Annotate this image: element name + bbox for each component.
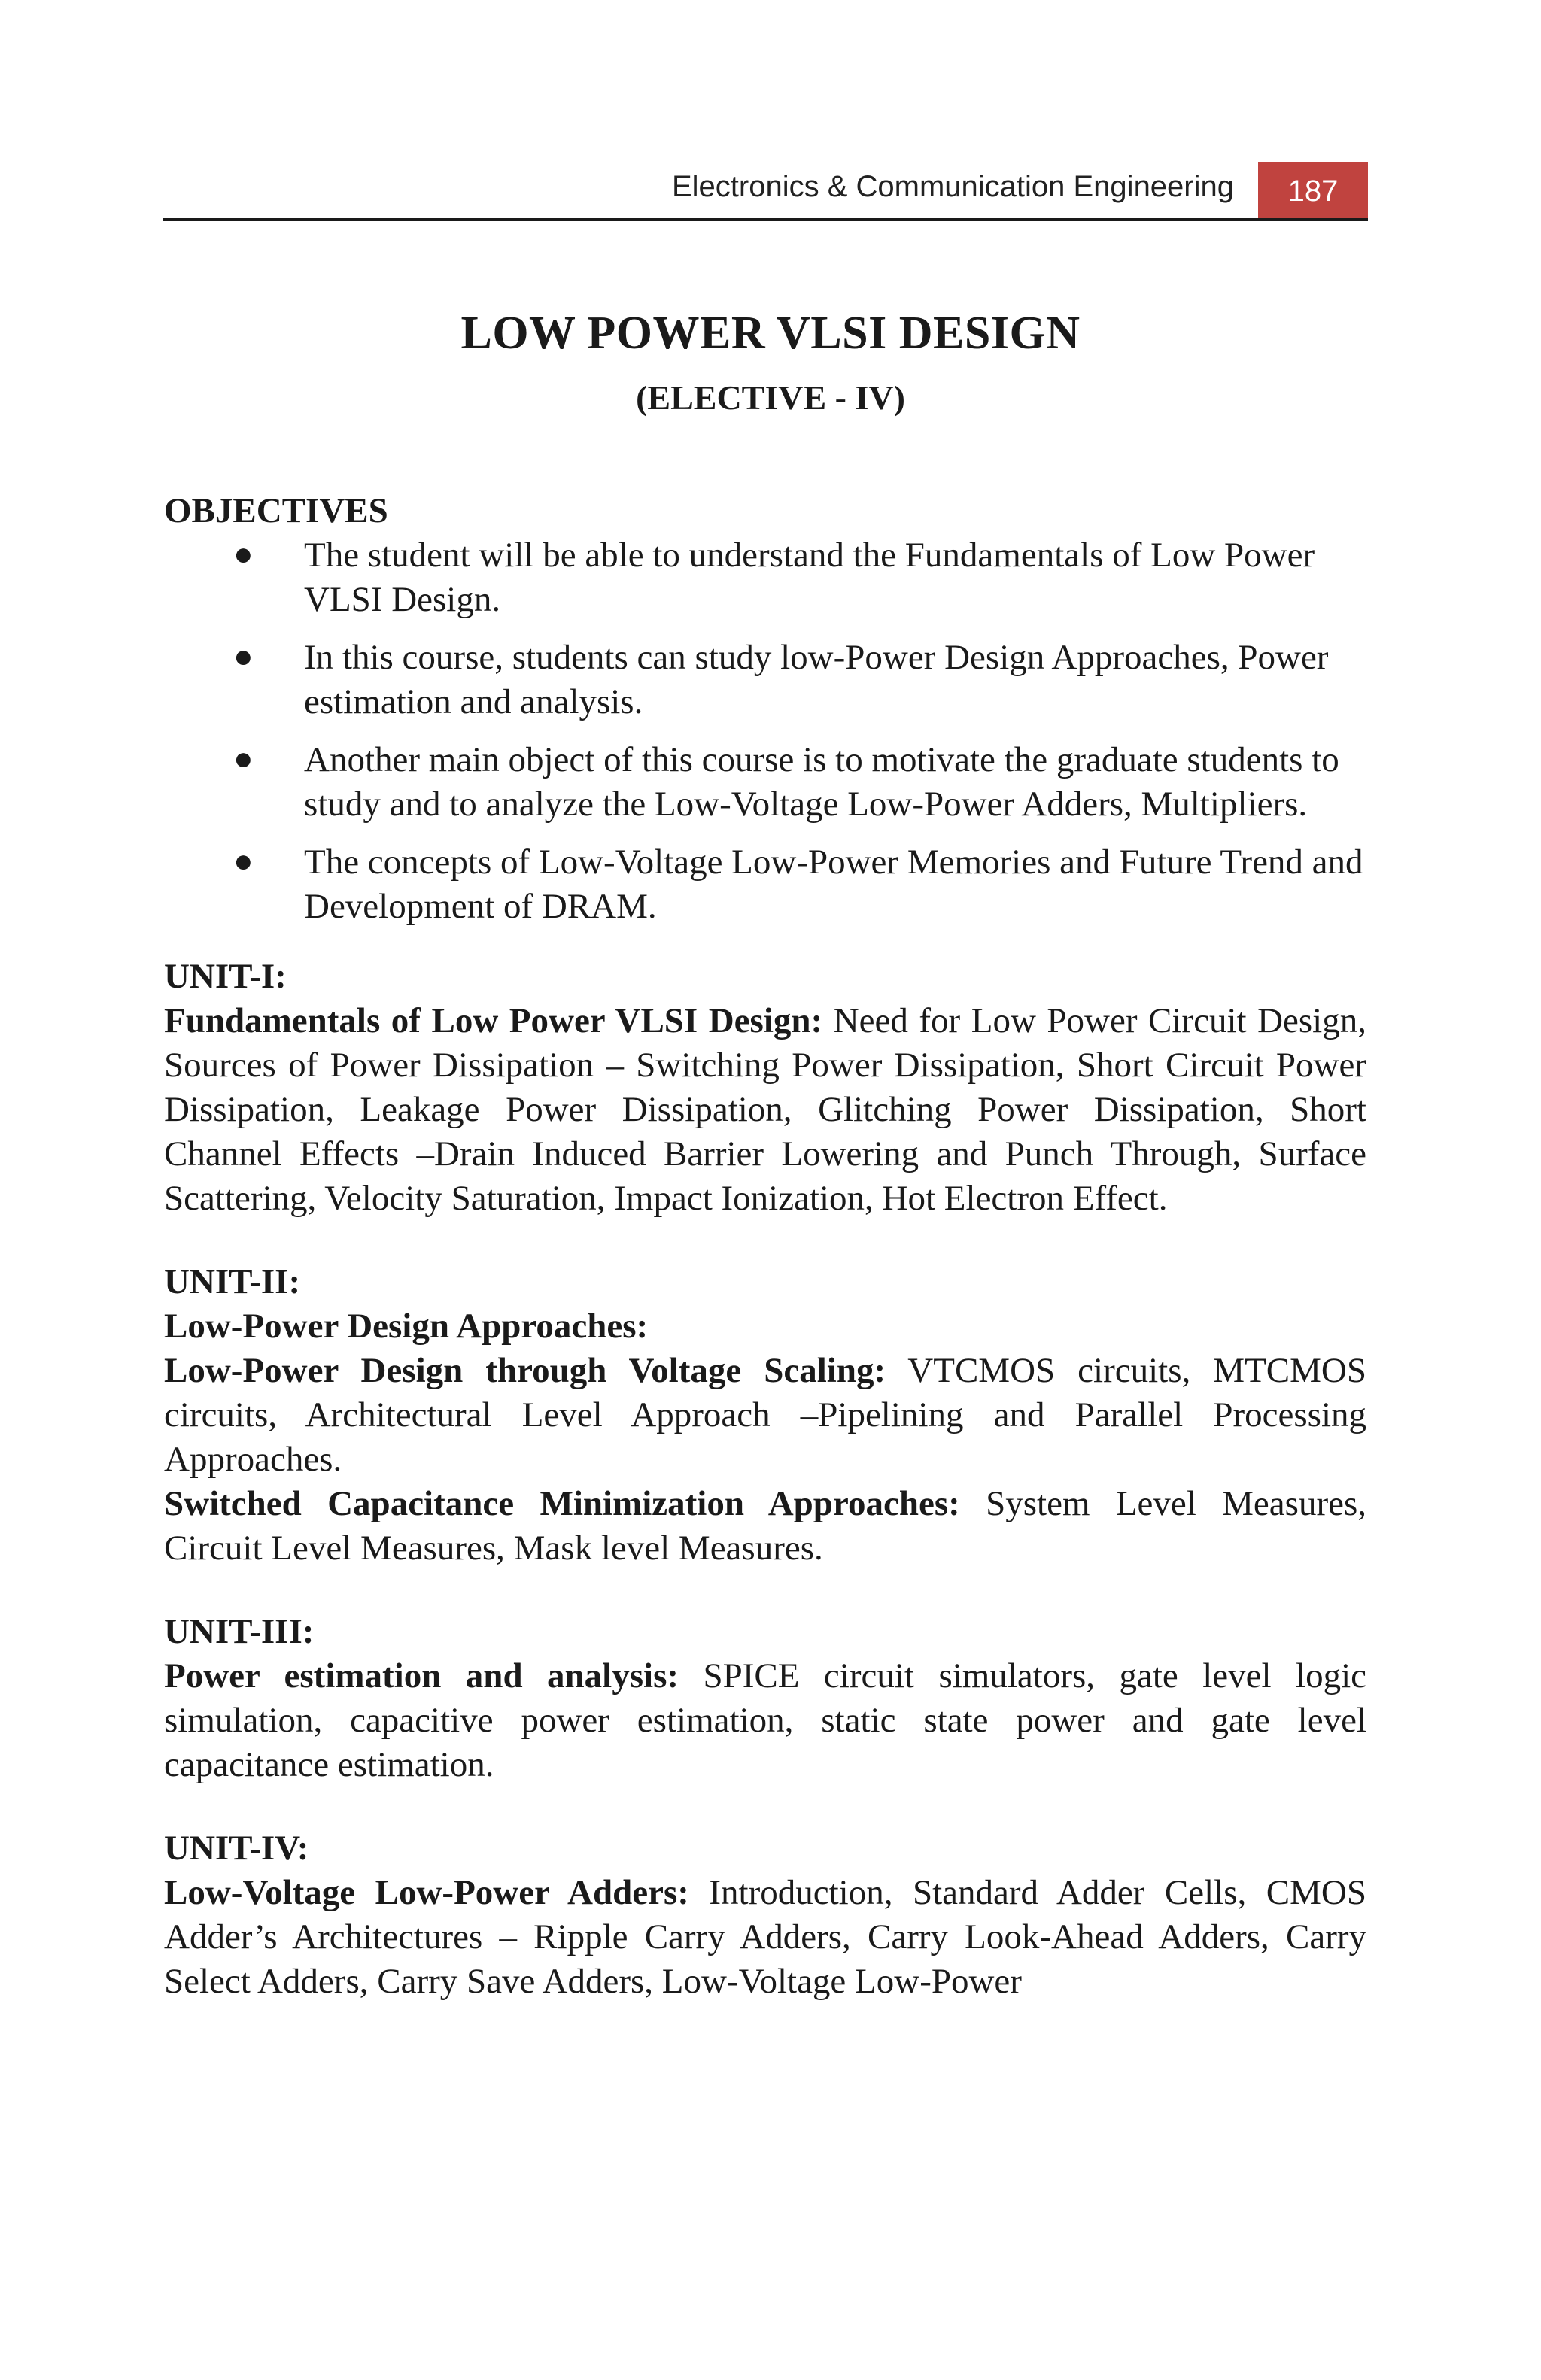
- unit-4-body: Low-Voltage Low-Power Adders: Introduction, Standard Adder Cells, CMOS Adder’s Architectures – Ripple Carry Adders, Carry Look-Ahead Adders, Carry Select Adders, Carry Save Adders, Low-Voltage Low-Power: [164, 1873, 1367, 2001]
- unit-2-topic-1: Low-Power Design through Voltage Scaling:: [164, 1351, 886, 1390]
- header-rule: [163, 218, 1368, 221]
- unit-2-topic-2: Switched Capacitance Minimization Approaches:: [164, 1484, 960, 1523]
- objective-item: ● The concepts of Low-Voltage Low-Power Memories and Future Trend and Development of DRAM.: [164, 840, 1366, 929]
- objectives-list: [164, 533, 1366, 929]
- objectives-heading: OBJECTIVES: [164, 491, 388, 530]
- unit-2-heading: UNIT-II:: [164, 1262, 301, 1301]
- bullet-icon: ●: [233, 638, 254, 675]
- unit-2-body-1: Low-Power Design through Voltage Scaling: VTCMOS circuits, MTCMOS circuits, Architectural Level Approach –Pipelining and Parallel Processing Approaches.: [164, 1351, 1366, 1479]
- running-header: [163, 162, 1368, 221]
- unit-1-heading: UNIT-I:: [164, 957, 287, 996]
- unit-3-topic: Power estimation and analysis:: [164, 1656, 679, 1695]
- header-title: Electronics & Communication Engineering: [671, 170, 1234, 203]
- unit-3-heading: UNIT-III:: [164, 1612, 315, 1651]
- page-subtitle: (ELECTIVE - IV): [636, 378, 905, 417]
- unit-3-section: [164, 1610, 1366, 1787]
- unit-4-section: [164, 1826, 1366, 2004]
- objective-item: ● In this course, students can study low-Power Design Approaches, Power estimation and analysis.: [164, 636, 1366, 724]
- unit-4-heading: UNIT-IV:: [164, 1829, 309, 1868]
- bullet-icon: ●: [233, 536, 254, 572]
- page-number-badge: [1258, 162, 1368, 220]
- objective-item: ● Another main object of this course is to motivate the graduate students to study and to analyze the Low-Voltage Low-Power Adders, Multipliers.: [164, 738, 1366, 827]
- objective-item: ● The student will be able to understand the Fundamentals of Low Power VLSI Design.: [164, 533, 1366, 622]
- page-title: LOW POWER VLSI DESIGN: [460, 308, 1081, 359]
- unit-2-body-2: Switched Capacitance Minimization Approaches: System Level Measures, Circuit Level Measures, Mask level Measures.: [164, 1484, 1366, 1568]
- unit-4-topic: Low-Voltage Low-Power Adders:: [164, 1873, 689, 1912]
- unit-1-body: Fundamentals of Low Power VLSI Design: Need for Low Power Circuit Design, Sources of Power Dissipation – Switching Power Dissipation, Short Circuit Power Dissipation, Leakage Power Dissipation, Glitching Power Dissipation, Short Channel Effects –Drain Induced Barrier Lowering and Punch Through, Surface Scattering, Velocity Saturation, Impact Ionization, Hot Electron Effect.: [164, 1001, 1366, 1218]
- bullet-icon: ●: [233, 842, 254, 879]
- unit-1-topic: Fundamentals of Low Power VLSI Design:: [164, 1001, 823, 1040]
- bullet-icon: ●: [233, 740, 254, 777]
- unit-1-section: [164, 955, 1366, 1221]
- page-number: 187: [1287, 174, 1339, 208]
- unit-2-section: [164, 1260, 1366, 1571]
- document-body: [164, 489, 1366, 2004]
- unit-3-body: Power estimation and analysis: SPICE circuit simulators, gate level logic simulation, capacitive power estimation, static state power and gate level capacitance estimation.: [164, 1656, 1366, 1784]
- unit-2-subheading: Low-Power Design Approaches:: [164, 1307, 649, 1346]
